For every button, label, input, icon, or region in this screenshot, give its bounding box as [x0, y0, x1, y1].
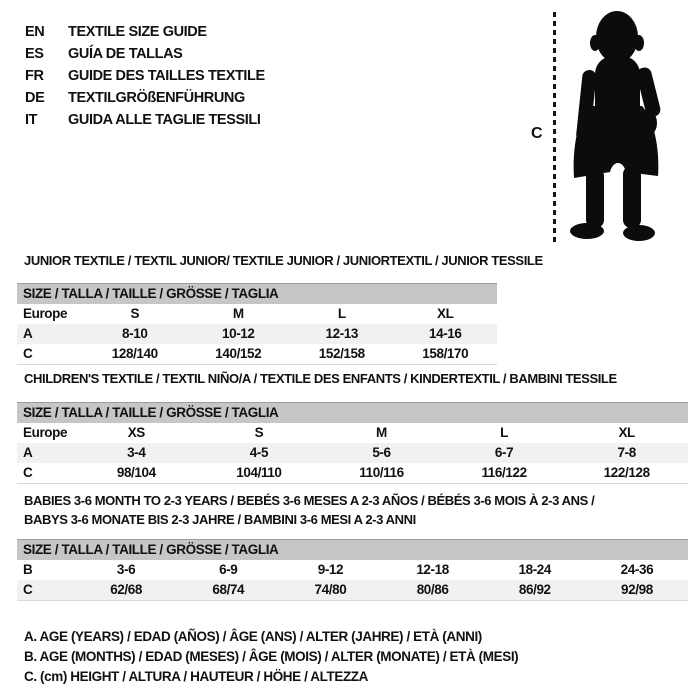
table-cell: XL [437, 306, 454, 321]
section-babies-textile [17, 491, 688, 597]
legend-line: B. AGE (MONTHS) / EDAD (MESES) / ÂGE (MOIS) / ALTER (MONATE) / ETÀ (MESI) [24, 649, 519, 664]
row-label: Europe [23, 306, 68, 321]
table-cell: M [232, 306, 244, 321]
table-cell: 140/152 [215, 346, 262, 361]
language-row [25, 65, 265, 87]
row-label: Europe [23, 425, 68, 440]
section-title-line: JUNIOR TEXTILE / TEXTIL JUNIOR/ TEXTILE JUNIOR / JUNIORTEXTIL / JUNIOR TESSILE [24, 253, 543, 268]
height-measure-line [553, 12, 556, 243]
table-cell: 74/80 [314, 582, 347, 597]
table-size-header: SIZE / TALLA / TAILLE / GRÖSSE / TAGLIA [17, 539, 688, 560]
language-code: IT [25, 112, 38, 128]
table-cell: 8-10 [122, 326, 148, 341]
language-row [25, 21, 265, 43]
table-cell: 9-12 [317, 562, 344, 577]
section-title [24, 491, 688, 529]
row-label: C [23, 582, 33, 597]
table-row [17, 443, 688, 463]
legend-line: C. (cm) HEIGHT / ALTURA / HAUTEUR / HÖHE / ALTEZZA [24, 669, 368, 684]
section-childrens-textile [17, 369, 688, 480]
table-cell: L [337, 306, 346, 321]
language-code: EN [25, 24, 45, 40]
language-code: DE [25, 90, 45, 106]
table-row [17, 560, 688, 580]
language-title: GUIDE DES TAILLES TEXTILE [68, 68, 265, 84]
height-measure-label: C [531, 125, 543, 142]
table-cell: 3-6 [116, 562, 136, 577]
table-cell: M [376, 425, 387, 440]
table-cell: 104/110 [236, 465, 282, 480]
table-cell: 10-12 [221, 326, 255, 341]
language-code: FR [25, 68, 44, 84]
language-row [25, 87, 265, 109]
section-title-line: CHILDREN'S TEXTILE / TEXTIL NIÑO/A / TEXTILE DES ENFANTS / KINDERTEXTIL / BAMBINI TESSILE [24, 371, 617, 386]
section-title [24, 251, 543, 270]
table-cell: 18-24 [518, 562, 552, 577]
table-rows [17, 304, 497, 365]
child-silhouette-icon [562, 10, 667, 245]
table-cell: L [500, 425, 508, 440]
table-cell: 158/170 [422, 346, 469, 361]
table-cell: 14-16 [428, 326, 462, 341]
language-title: GUÍA DE TALLAS [68, 46, 183, 62]
row-label: A [23, 445, 33, 460]
table-row [17, 344, 497, 365]
table-cell: 122/128 [603, 465, 650, 480]
table-row [17, 580, 688, 601]
table-cell: 110/116 [359, 465, 404, 480]
section-title-line: BABIES 3-6 MONTH TO 2-3 YEARS / BEBÉS 3-6 MESES A 2-3 AÑOS / BÉBÉS 3-6 MOIS À 2-3 ANS / [24, 493, 595, 508]
size-table [17, 402, 688, 484]
table-cell: 3-4 [127, 445, 146, 460]
language-title: TEXTILGRÖßENFÜHRUNG [68, 90, 245, 106]
section-title [24, 369, 688, 388]
table-cell: 5-6 [372, 445, 391, 460]
section-junior-textile [17, 251, 543, 361]
legend [24, 627, 518, 687]
table-row [17, 423, 688, 443]
table-rows [17, 560, 688, 601]
table-cell: S [254, 425, 264, 440]
table-cell: 12-13 [325, 326, 359, 341]
table-cell: 4-5 [249, 445, 269, 460]
table-cell: 12-18 [416, 562, 449, 577]
table-cell: S [130, 306, 140, 321]
table-size-header: SIZE / TALLA / TAILLE / GRÖSSE / TAGLIA [17, 283, 497, 304]
table-cell: 6-9 [219, 562, 238, 577]
section-title-line: BABYS 3-6 MONATE BIS 2-3 JAHRE / BAMBINI 3-6 MESI A 2-3 ANNI [24, 512, 416, 527]
language-title: TEXTILE SIZE GUIDE [68, 24, 207, 40]
row-label: C [23, 465, 33, 480]
language-title-list [25, 21, 265, 131]
table-cell: 98/104 [116, 465, 156, 480]
table-cell: 92/98 [621, 582, 653, 597]
table-cell: 80/86 [416, 582, 449, 597]
size-table [17, 283, 497, 365]
table-cell: XS [127, 425, 145, 440]
table-row [17, 324, 497, 344]
size-table [17, 539, 688, 601]
row-label: A [23, 326, 33, 341]
table-cell: 7-8 [617, 445, 636, 460]
table-size-header: SIZE / TALLA / TAILLE / GRÖSSE / TAGLIA [17, 402, 688, 423]
table-cell: 128/140 [111, 346, 158, 361]
table-cell: 116/122 [481, 465, 527, 480]
row-label: B [23, 562, 33, 577]
table-row [17, 304, 497, 324]
table-cell: 152/158 [318, 346, 365, 361]
table-cell: 86/92 [518, 582, 551, 597]
child-figure [515, 8, 695, 248]
table-cell: 68/74 [212, 582, 245, 597]
table-cell: 6-7 [494, 445, 514, 460]
language-code: ES [25, 46, 44, 62]
language-title: GUIDA ALLE TAGLIE TESSILI [68, 112, 261, 128]
table-rows [17, 423, 688, 484]
table-cell: 62/68 [110, 582, 142, 597]
language-row [25, 109, 265, 131]
language-row [25, 43, 265, 65]
table-cell: XL [618, 425, 635, 440]
row-label: C [23, 346, 33, 361]
table-row [17, 463, 688, 484]
table-cell: 24-36 [620, 562, 654, 577]
legend-line: A. AGE (YEARS) / EDAD (AÑOS) / ÂGE (ANS) / ALTER (JAHRE) / ETÀ (ANNI) [24, 629, 482, 644]
